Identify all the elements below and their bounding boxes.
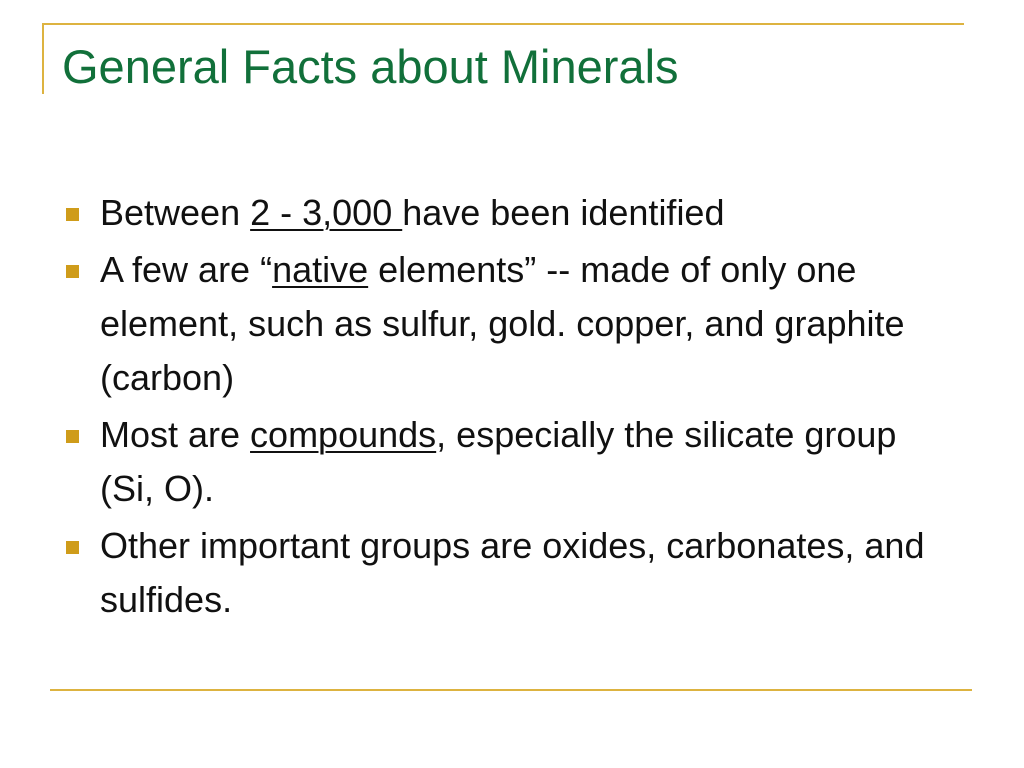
- bullet-text-start: Other important groups are oxides, carbonates, and sulfides.: [100, 525, 925, 620]
- bullet-text: [100, 519, 944, 627]
- bullet-item: [64, 243, 944, 405]
- bullet-item: [64, 186, 944, 240]
- bullet-list: [64, 186, 944, 630]
- slide-title: General Facts about Minerals: [62, 40, 679, 93]
- square-bullet-icon: [66, 265, 79, 278]
- left-accent-line: [42, 23, 44, 94]
- square-bullet-icon: [66, 430, 79, 443]
- bullet-text-end: have been identified: [402, 192, 725, 233]
- bullet-item: [64, 408, 944, 516]
- bullet-text: [100, 186, 944, 240]
- underlined-term: compounds: [250, 414, 437, 455]
- bullet-text: [100, 243, 944, 405]
- bullet-text-start: Most are: [100, 414, 251, 455]
- square-bullet-icon: [66, 541, 79, 554]
- bullet-text-start: A few are “: [100, 249, 273, 290]
- top-accent-line: [42, 23, 964, 25]
- underlined-term: 2 - 3,000: [250, 192, 403, 233]
- bullet-text: [100, 408, 944, 516]
- square-bullet-icon: [66, 208, 79, 221]
- bottom-accent-line: [50, 689, 972, 691]
- bullet-text-start: Between: [100, 192, 251, 233]
- bullet-item: [64, 519, 944, 627]
- bullet-text-end: , especially the silicate group (Si, O).: [100, 414, 897, 509]
- bullet-text-end: elements” -- made of only one element, such as sulfur, gold. copper, and graphite (carbon): [100, 249, 905, 398]
- underlined-term: native: [272, 249, 369, 290]
